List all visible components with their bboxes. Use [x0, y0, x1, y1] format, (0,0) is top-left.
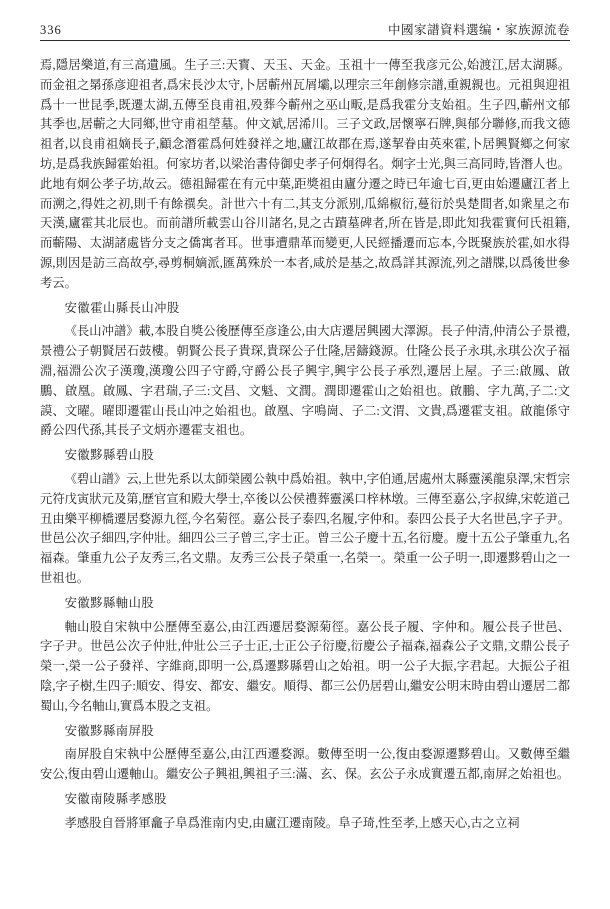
paragraph-bishan: 《碧山譜》云,上世先系以太師榮國公執中爲始祖。執中,字伯通,居處州太縣靈溪龍泉澤,宋哲宗元符戊寅狀元及第,歷官宣和殿大學士,卒後以公侯禮葬靈溪口梓林墩。三傳至嘉公,字叔緯,宋乾道己丑由樂平柳橋遷居婺源九徑,今名菊徑。嘉公長子泰四,名履,字仲和。泰四公長子大名世邑,字子尹。世邑公次子細四,字仲壯。細四公三子曾三,字士正。曾三公子慶十五,名衍慶。慶十五公子肇重九,名福森。肇重九公子友秀三,名文鼎。友秀三公長子榮重一,名榮一。榮重一公子明一,即遷黟碧山之一世祖也。	[40, 471, 570, 585]
section-heading-zhoushan: 安徽黟縣軸山股	[64, 595, 155, 610]
paragraph-huoshan-origin-continuation: 焉,隱居樂道,有三高遺風。生子三:天寳、天玉、天金。玉祖十一傳至我彦元公,始渡江,居太湖縣。而金祖之晜孫彦迎祖者,爲宋長沙太守,卜居蘄州瓦屑壩,以理宗三年創修宗譜,重親親也。元祖與迎祖爲十一世昆季,既遷太湖,五傳至良甫祖,殁葬今蘄州之巫山畈,是爲我霍分支始祖。生子四,蘄州文郁其季也,居蘄之大同鄉,世守甫祖塋墓。仲文斌,居浠川。三子文政,居懷寧石牌,與郁分聯修,而我文德祖者,以良甫祖嫡長子,顧念潛霍爲何姓發祥之地,廬江故郡在焉,遂挈眷由英來霍,卜居興賢鄉之何家坊,是爲我族歸霍始祖。何家坊者,以梁治書侍御史孝子何炯得名。炯字士光,與三高同時,皆潛人也。此地有炯公孝子坊,故云。德祖歸霍在有元中葉,距獎祖由廬分遷之時已年逾七百,更由始遷廬江者上而溯之,得姓之初,則千有餘禩矣。計世六十有二,其支分派别,瓜綿椒衍,蔓衍於吳楚間者,如衆星之布天漢,廬霍其北辰也。而前譜所載雲山谷川諸名,見之古蹟墓碑者,所在皆是,即此知我霍實何氏祖籍,而蘄陽、太湖諸處皆分支之僑寓者耳。世事遭鼎革而變更,人民經播遷而忘本,今既聚族於霍,如水得源,則因是訪三高故亭,尋剪桐嫡派,匯萬殊於一本者,咸於是基之,故爲詳其源流,列之譜牒,以爲後世參考云。	[40, 58, 570, 290]
paragraph-xiaogan: 孝感股自晉將軍龕子阜爲淮南内史,由廬江遷南陵。阜子琦,性至孝,上感天心,古之立祠	[64, 815, 520, 830]
section-heading-changshanchong: 安徽霍山縣長山冲股	[64, 300, 180, 315]
header-rule	[40, 40, 570, 41]
section-heading-nanping: 安徽黟縣南屏股	[64, 723, 155, 738]
page-header	[40, 20, 570, 38]
book-title: 中國家譜資料選编・家族源流卷	[387, 23, 570, 37]
paragraph-changshanchong: 《長山冲譜》載,本股自獎公後歷傳至彦逢公,由大店遷居興國大澤源。長子仲清,仲清公子景禮,景禮公子朝賢居石鼓樓。朝賢公長子貴琛,貴琛公子仕隆,居鑄錢源。仕隆公長子永琪,永琪公次子福淵,福淵公次子漢瓊,漢瓊公四子守爵,守爵公長子興宇,興宇公長子承烈,遷居上屋。子三:啟鳳、啟鵬、啟凰。啟鳳、字君瑞,子三:文昌、文魁、文潤。潤即遷霍山之始祖也。啟鵬、字九萬,子二:文謨、文曜。曜即遷霍山長山冲之始祖也。啟凰、字鳴崗、子二:文渭、文貴,爲遷霍支祖。啟龍係守爵公四代孫,其長子文炳亦遷霍支祖也。	[40, 324, 570, 438]
section-heading-bishan: 安徽黟縣碧山股	[64, 448, 155, 463]
paragraph-zhoushan: 軸山股自宋執中公歷傳至嘉公,由江西遷居婺源菊徑。嘉公長子履、字仲和。履公長子世邑、字子尹。世邑公次子仲壯,仲壯公三子士正,士正公子衍慶,衍慶公子福森,福森公子文鼎,文鼎公長子榮一,榮一公子發祥、字維商,即明一公,爲遷黟縣碧山之始祖。明一公子大振,字君起。大振公子祖陰,字子樹,生四子:順安、得安、都安、繼安。順得、都三公仍居碧山,繼安公明末時由碧山遷居二都蜀山,今名軸山,實爲本股之支祖。	[40, 619, 570, 713]
page-number: 336	[40, 23, 62, 37]
page-body-text	[40, 56, 570, 833]
paragraph-nanping: 南屏股自宋執中公歷傳至嘉公,由江西遷婺源。數傳至明一公,復由婺源遷黟碧山。又數傳至繼安公,復由碧山遷軸山。繼安公子興祖,興祖子三:滿、玄、保。玄公子永成實遷五都,南屏之始祖也。	[40, 747, 570, 782]
section-heading-xiaogan: 安徽南陵縣孝感股	[64, 791, 167, 806]
